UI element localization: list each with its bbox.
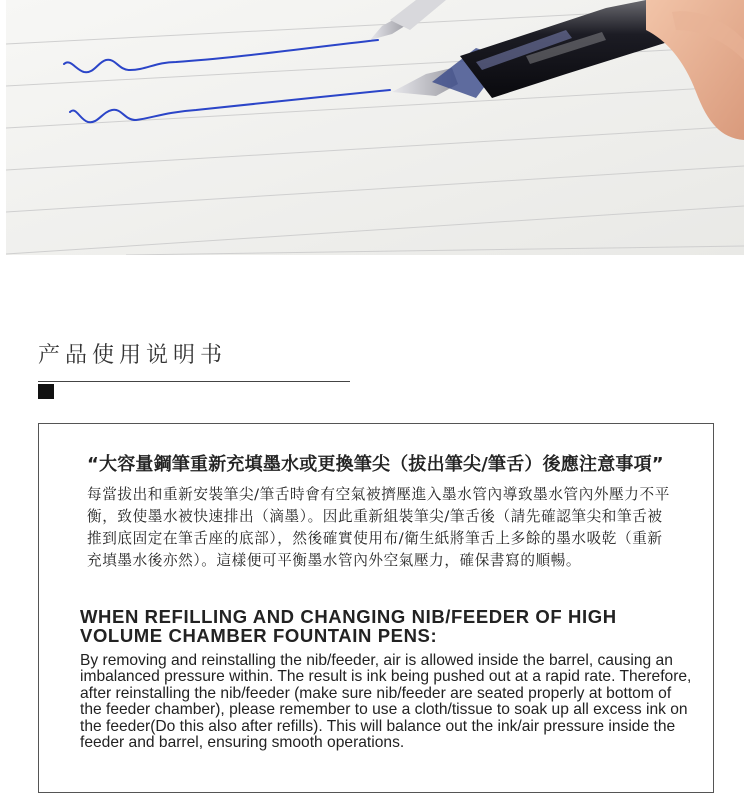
- notice-heading-english: WHEN REFILLING AND CHANGING NIB/FEEDER OF HIGH VOLUME CHAMBER FOUNTAIN PENS:: [80, 606, 617, 646]
- fountain-pen-writing-image: [6, 0, 744, 255]
- title-underline: [38, 381, 350, 382]
- notice-body-english: By removing and reinstalling the nib/feeder, air is allowed inside the barrel, causing an imbalanced pressure within. The result is ink being pushed out at a rapid rate. Therefore, after reinstalling the nib/feeder (make sure nib/feeder are seated properly at bottom of the feeder chamber), please remember to use a cloth/tissue to soak up all excess ink on the feeder(Do this also after refills). This will balance out the ink/air pressure inside the feeder and barrel, ensuring smooth operations.: [80, 652, 692, 752]
- notice-body-chinese: 每當拔出和重新安裝筆尖/筆舌時會有空氣被擠壓進入墨水管內導致墨水管內外壓力不平衡，致使墨水被快速排出（滴墨）。因此重新組裝筆尖/筆舌後（請先確認筆尖和筆舌被推到底固定在筆舌座的底部），然後確實使用布/衛生紙將筆舌上多餘的墨水吸乾（重新充填墨水後亦然）。這樣便可平衡墨水管內外空氣壓力，確保書寫的順暢。: [87, 486, 670, 569]
- product-photo: [6, 0, 744, 255]
- title-marker-square: [38, 384, 54, 399]
- section-title: 产品使用说明书: [38, 343, 228, 368]
- notice-heading-chinese: “大容量鋼筆重新充填墨水或更換筆尖（拔出筆尖/筆舌）後應注意事項”: [87, 454, 664, 475]
- instruction-notice-box: [38, 423, 714, 793]
